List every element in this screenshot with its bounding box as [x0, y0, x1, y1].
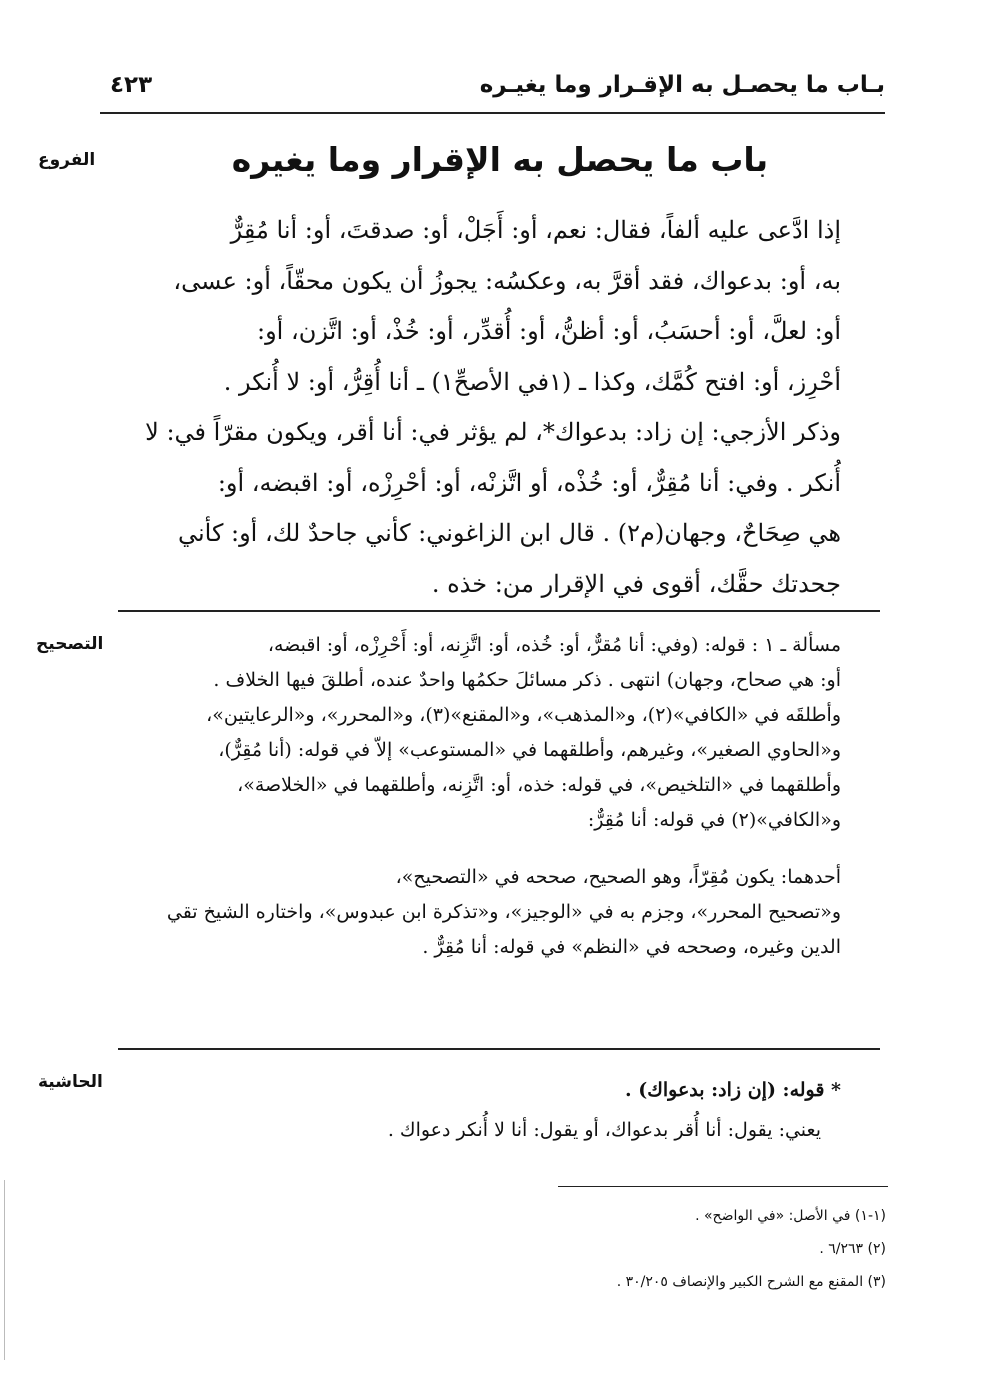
- hashiya-line: يعني: يقول: أنا أُقر بدعواك، أو يقول: أنا لا أُنكر دعواك .: [387, 1119, 821, 1141]
- hashiya-text: [111, 1070, 841, 1150]
- footnote: (٣) المقنع مع الشرح الكبير والإنصاف ٣٠/٢٠٥ .: [616, 1274, 886, 1290]
- tashih-line: أو: هي صحاح، وجهان) انتهى . ذكر مسائلَ حكمُها واحدٌ عنده، أطلقَ فيها الخلاف .: [213, 669, 841, 691]
- footnote: (٢) ٦/٢٦٣ .: [819, 1241, 886, 1257]
- tashih-line: و«تصحيح المحرر»، وجزم به في «الوجيز»، و«تذكرة ابن عبدوس»، واختاره الشيخ تقي: [166, 901, 841, 923]
- running-header: [100, 66, 885, 114]
- label-furu: الفروع: [38, 150, 96, 170]
- main-line: به، أو: بدعواك، فقد أقرَّ به، وعكسُه: يجوزُ أن يكون محقّاً، أو: عسى،: [173, 266, 841, 295]
- label-tashih: التصحيح: [36, 634, 104, 654]
- label-hashiya: الحاشية: [38, 1072, 103, 1092]
- footnote-divider: [558, 1186, 888, 1187]
- page-number: ٤٢٣: [110, 72, 153, 98]
- main-line: أحْرِز، أو: افتح كُمَّك، وكذا ـ (١في الأصحِّ١) ـ أنا أُقِرُّ، أو: لا أُنكر .: [223, 367, 841, 396]
- main-line: جحدتك حقَّك، أقوى في الإقرار من: خذه .: [431, 569, 841, 598]
- main-line: هي صِحَاحٌ، وجهان(م٢) . قال ابن الزاغوني: كأني جاحدٌ لك، أو: كأني: [177, 519, 841, 547]
- tashih-line: وأطلقهما في «التلخيص»، في قوله: خذه، أو: اتَّزِنه، وأطلقهما في «الخلاصة»،: [237, 774, 841, 796]
- main-text: [116, 205, 841, 609]
- scan-edge: [4, 1180, 5, 1360]
- section-divider: [118, 1048, 880, 1050]
- tashih-text: [111, 628, 841, 965]
- tashih-line: أحدهما: يكون مُقِرّاً، وهو الصحيح، صححه في «التصحيح»،: [395, 866, 841, 888]
- tashih-line: وأطلقَه في «الكافي»(٢)، و«المذهب»، و«المقنع»(٣)، و«المحرر»، و«الرعايتين»،: [206, 704, 841, 726]
- hashiya-heading: * قوله: (إن زاد: بدعواك) .: [624, 1079, 841, 1101]
- chapter-title: باب ما يحصل به الإقرار وما يغيره: [231, 140, 769, 179]
- tashih-line: و«الكافي»(٢) في قوله: أنا مُقِرٌّ:: [587, 809, 841, 831]
- tashih-line: الدين وغيره، وصححه في «النظم» في قوله: أنا مُقِرٌّ .: [422, 936, 841, 958]
- main-line: أو: لعلَّ، أو: أحسَبُ، أو: أظنُّ، أو: أُقدِّر، أو: خُذْ، أو: اتَّزن، أو:: [257, 317, 841, 345]
- footnotes: [386, 1200, 886, 1299]
- tashih-line: مسألة ـ ١ : قوله: (وفي: أنا مُقرٌّ، أو: خُذه، أو: اتَّزِنه، أو: أَحْرِزْه، أو: اقبضه،: [267, 634, 841, 656]
- main-line: إذا ادَّعى عليه ألفاً، فقال: نعم، أو: أَجَلْ، أو: صدقتَ، أو: أنا مُقِرٌّ: [230, 216, 841, 244]
- tashih-line: و«الحاوي الصغير»، وغيرهم، وأطلقهما في «المستوعب» إلاّ في قوله: (أنا مُقِرٌّ)،: [218, 739, 841, 761]
- main-line: أُنكر . وفي: أنا مُقِرٌّ، أو: خُذْه، أو اتَّزنْه، أو: أحْرِزْه، أو: اقبضه، أو:: [217, 468, 841, 497]
- main-line: وذكر الأزجي: إن زاد: بدعواك*، لم يؤثر في: أنا أقر، ويكون مقرّاً في: لا: [145, 418, 841, 446]
- footnote: (١-١) في الأصل: «في الواضح» .: [695, 1208, 886, 1224]
- section-divider: [118, 610, 880, 612]
- running-title: بـاب ما يحصـل به الإقـرار وما يغيـره: [479, 72, 885, 98]
